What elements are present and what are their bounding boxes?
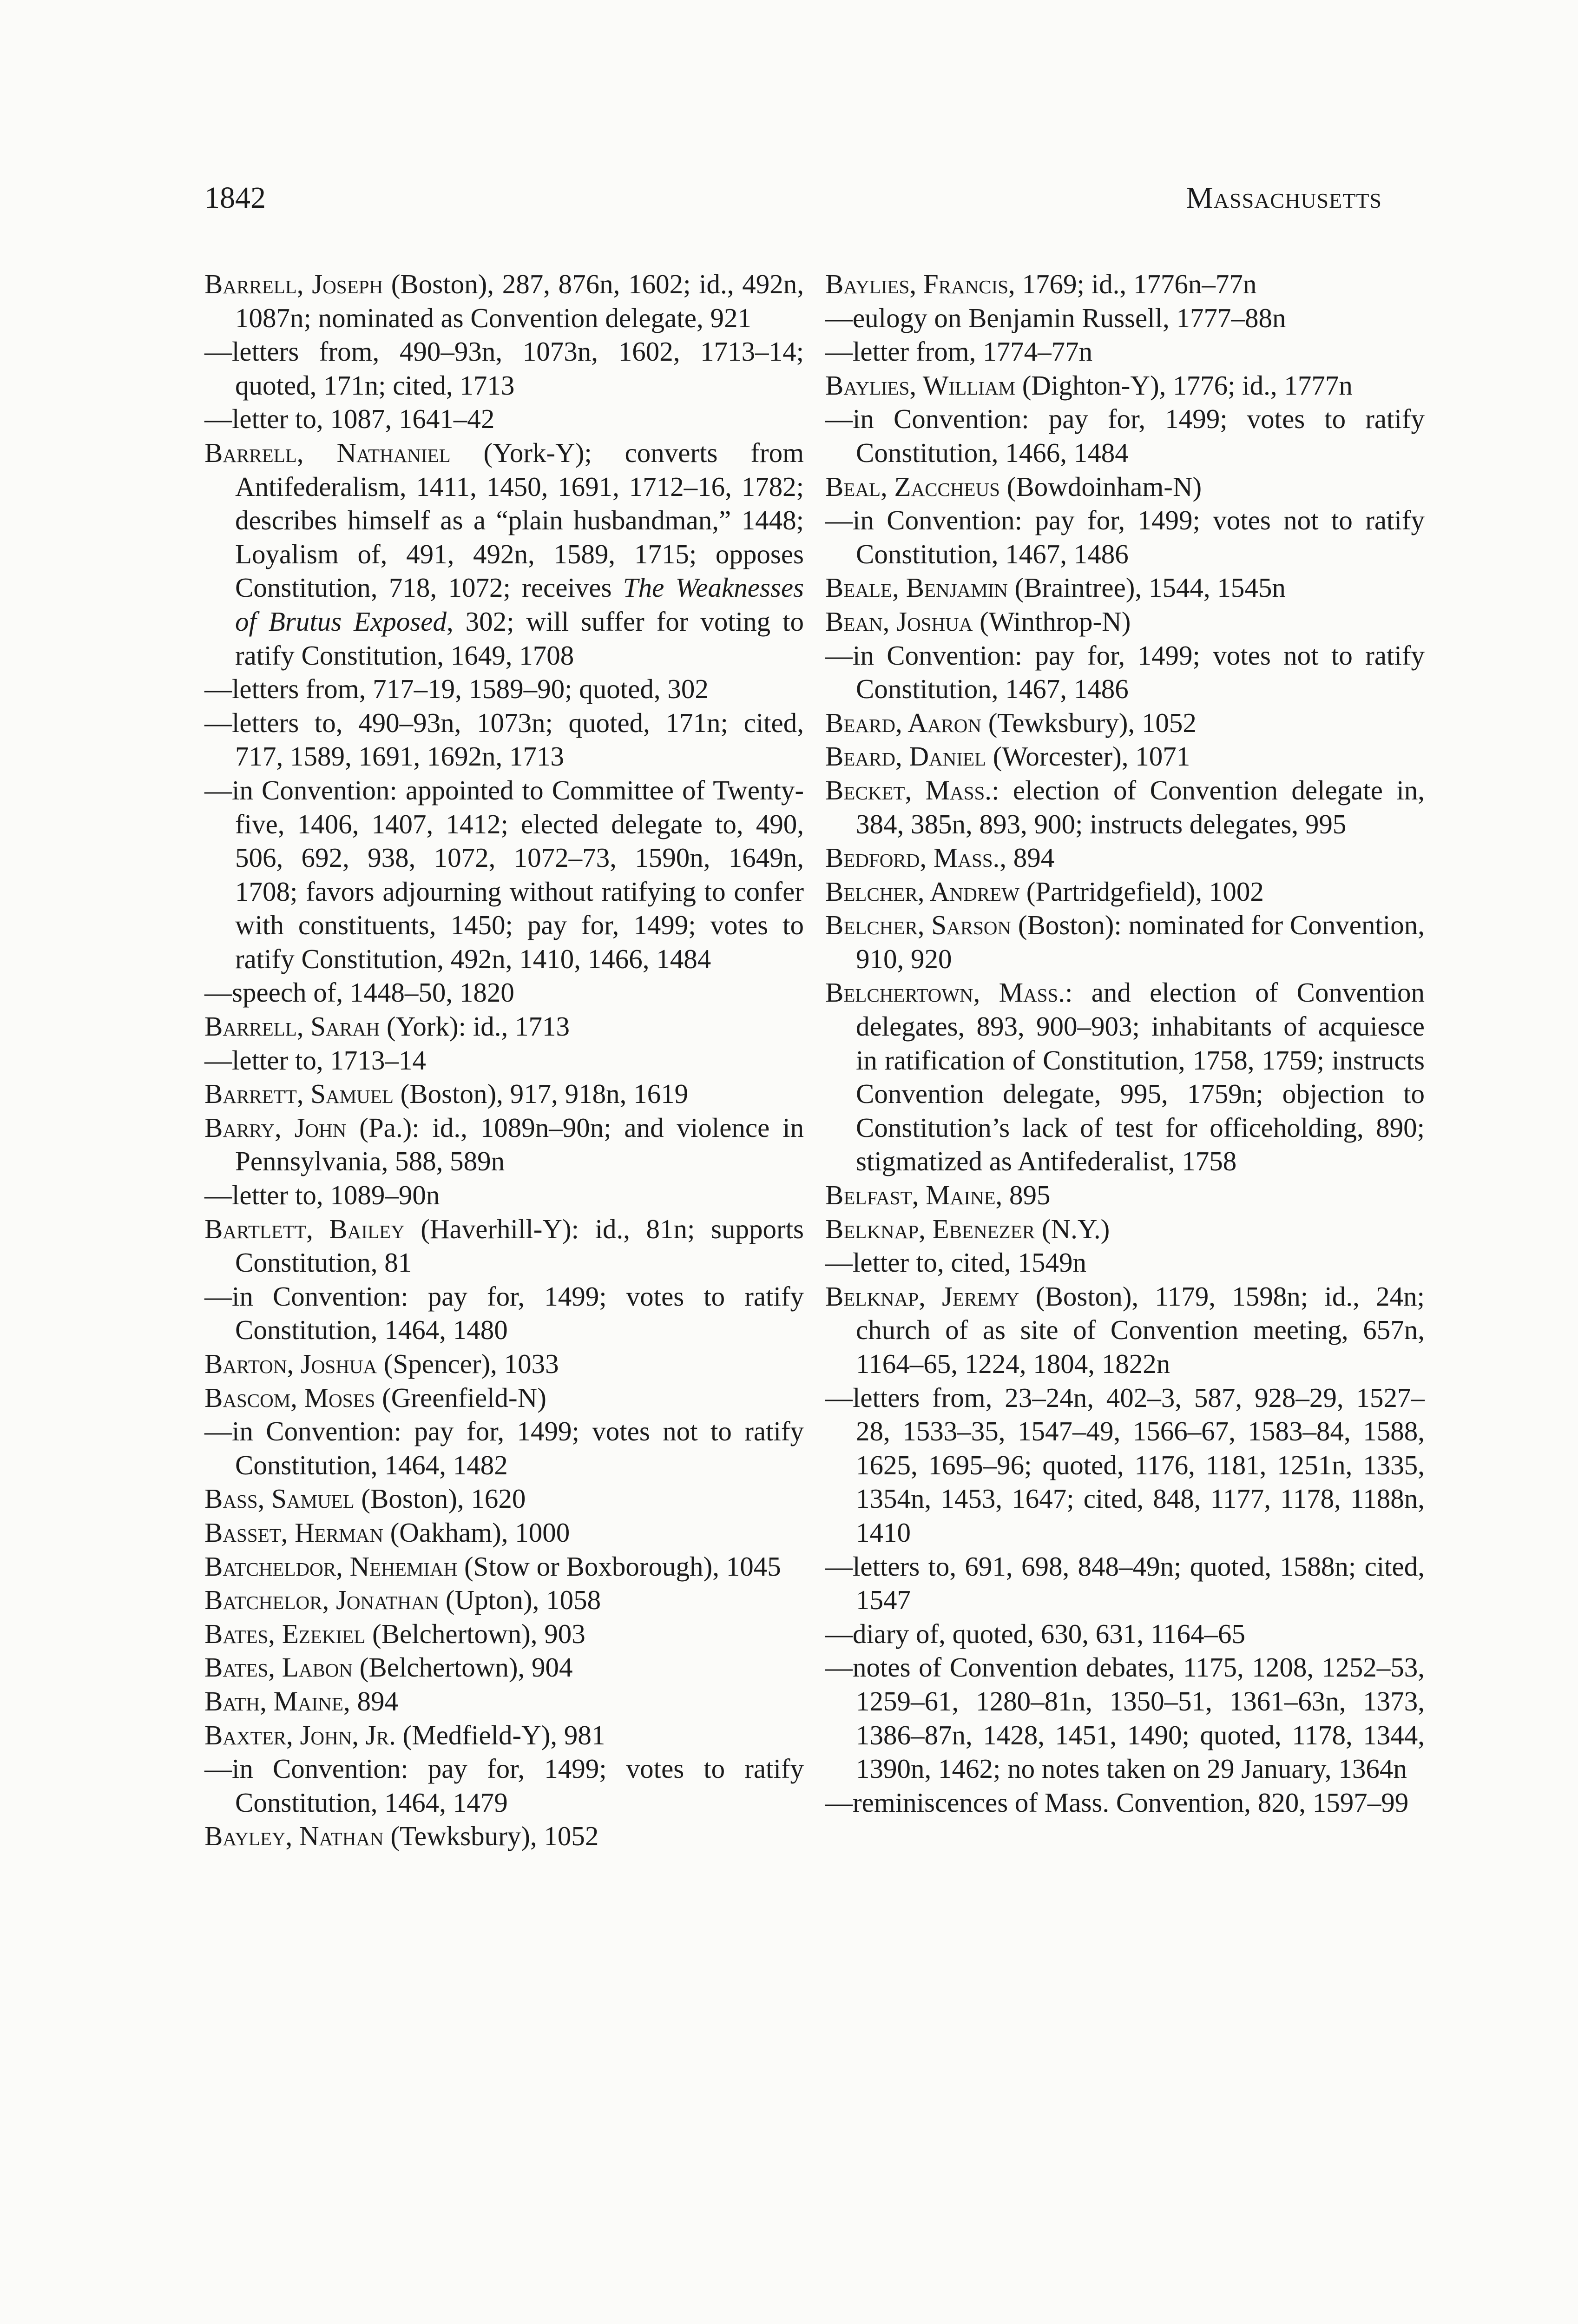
index-subentry: —letter to, cited, 1549n [825,1247,1086,1278]
index-subentry: —in Convention: pay for, 1499; votes to ratify Constitution, 1464, 1479 [204,1753,804,1818]
entry-text: (Stow or Boxborough), 1045 [457,1551,781,1582]
index-column-left [204,267,804,1853]
index-entry [204,1516,804,1550]
index-subentry: —letter from, 1774–77n [825,336,1093,367]
index-subentry: —reminiscences of Mass. Convention, 820, 1597–99 [825,1787,1409,1818]
entry-title-italic: The Weaknesses of Brutus Exposed [235,572,804,637]
entry-text: (Boston), 287, 876n, 1602; id., 492n, 1087n; nominated as Convention delegate, 921 [235,269,804,333]
index-entry [204,1819,804,1853]
entry-heading: Batchelor, Jonathan [204,1585,439,1616]
entry-text: (Partridgefield), 1002 [1019,876,1264,907]
entry-text: (Upton), 1058 [439,1585,601,1616]
index-entry [825,976,1425,1178]
entry-heading: Beal, Zaccheus [825,471,1000,502]
entry-text: (Belchertown), 903 [365,1618,585,1649]
entry-text: (Greenfield-N) [375,1382,546,1413]
entry-heading: Baylies, William [825,370,1015,401]
index-subentry: —speech of, 1448–50, 1820 [204,977,514,1008]
index-entry [204,1212,804,1280]
index-subentry: —in Convention: pay for, 1499; votes not to ratify Constitution, 1464, 1482 [204,1416,804,1480]
index-subentry: —in Convention: pay for, 1499; votes not to ratify Constitution, 1467, 1486 [825,505,1425,569]
entry-text: (Pa.): id., 1089n–90n; and violence in Pennsylvania, 588, 589n [235,1112,804,1177]
entry-text: : and election of Convention delegates, 893, 900–903; inhabitants of acquiesce in ratification of Constitution, 1758, 1759; instructs Convention delegate, 995, 1759n; objection to Constitution’s lack of test for officeholding, 890; stigmatized as Antifederalist, 1758 [856,977,1425,1177]
index-entry [204,267,804,335]
entry-text: (Oakham), 1000 [383,1517,570,1548]
index-subentry: —letters from, 490–93n, 1073n, 1602, 1713–14; quoted, 171n; cited, 1713 [204,336,804,401]
index-entry [825,470,1425,504]
index-subentry: —letter to, 1087, 1641–42 [204,403,495,435]
entry-text: (Tewksbury), 1052 [981,707,1197,738]
index-subentry: —letters from, 23–24n, 402–3, 587, 928–29, 1527–28, 1533–35, 1547–49, 1566–67, 1583–84, 1588, 1625, 1695–96; quoted, 1176, 1181, 1251n, 1335, 1354n, 1453, 1647; cited, 848, 1177, 1178, 1188n, 1410 [825,1382,1425,1548]
entry-heading: Bartlett, Bailey [204,1213,405,1244]
entry-text: (Boston), 917, 918n, 1619 [393,1078,689,1109]
index-subentry: —eulogy on Benjamin Russell, 1777–88n [825,302,1286,333]
entry-heading: Bayley, Nathan [204,1821,384,1852]
index-entry [204,436,804,672]
entry-heading: Bedford, Mass. [825,842,1000,873]
entry-heading: Baxter, John, Jr. [204,1719,396,1750]
entry-heading: Belcher, Sarson [825,910,1012,941]
index-column-right [825,267,1425,1819]
entry-text: , 895 [995,1180,1051,1211]
entry-heading: Belcher, Andrew [825,876,1019,907]
index-entry [825,875,1425,909]
entry-heading: Barrell, Sarah [204,1011,380,1042]
entry-heading: Beard, Aaron [825,707,981,738]
entry-heading: Bascom, Moses [204,1382,375,1413]
index-subentry: —in Convention: pay for, 1499; votes to ratify Constitution, 1466, 1484 [825,403,1425,468]
entry-heading: Barrett, Samuel [204,1078,394,1109]
index-subentry: —in Convention: pay for, 1499; votes to ratify Constitution, 1464, 1480 [204,1281,804,1346]
index-entry [825,571,1425,605]
index-entry [825,1280,1425,1381]
entry-text: (N.Y.) [1035,1213,1110,1244]
entry-text: (Bowdoinham-N) [999,471,1202,502]
index-entry [825,1212,1425,1246]
entry-text: (Dighton-Y), 1776; id., 1777n [1015,370,1353,401]
entry-text: (Boston): nominated for Convention, 910, 920 [856,910,1425,974]
index-entry [204,1550,804,1584]
index-subentry: —letters to, 490–93n, 1073n; quoted, 171n; cited, 717, 1589, 1691, 1692n, 1713 [204,707,804,772]
entry-text-after: , 302; will suffer for voting to ratify Constitution, 1649, 1708 [235,606,804,671]
index-subentry: —letter to, 1713–14 [204,1044,426,1076]
entry-heading: Bath, Maine [204,1685,343,1717]
index-entry [825,369,1425,403]
index-entry [204,1077,804,1111]
index-entry [825,841,1425,875]
index-entry [204,1583,804,1617]
entry-text: (Worcester), 1071 [986,741,1190,772]
entry-text: (Boston), 1179, 1598n; id., 24n; church of as site of Convention meeting, 657n, 1164–65, 1224, 1804, 1822n [856,1281,1425,1379]
entry-heading: Beard, Daniel [825,741,986,772]
running-title: Massachusetts [1186,181,1382,215]
index-entry [825,1178,1425,1212]
entry-heading: Barrell, Nathaniel [204,437,451,468]
index-entry [204,1684,804,1718]
index-subentry: —letters to, 691, 698, 848–49n; quoted, 1588n; cited, 1547 [825,1551,1425,1616]
entry-text: , 894 [343,1685,398,1717]
index-entry [204,1381,804,1415]
entry-heading: Bean, Joshua [825,606,973,637]
entry-heading: Batcheldor, Nehemiah [204,1551,458,1582]
entry-heading: Barton, Joshua [204,1348,377,1379]
index-subentry: —letter to, 1089–90n [204,1180,440,1211]
index-subentry: —in Convention: pay for, 1499; votes not to ratify Constitution, 1467, 1486 [825,640,1425,705]
entry-text: (Braintree), 1544, 1545n [1007,572,1286,603]
entry-text: (Belchertown), 904 [353,1652,573,1683]
index-entry [825,908,1425,976]
index-entry [204,1482,804,1516]
entry-text: (Winthrop-N) [973,606,1131,637]
index-subentry: —in Convention: appointed to Committee of Twenty-five, 1406, 1407, 1412; elected delegate to, 490, 506, 692, 938, 1072, 1072–73, 1590n, 1649n, 1708; favors adjourning without ratifying to confer with constituents, 1450; pay for, 1499; votes to ratify Constitution, 492n, 1410, 1466, 1484 [204,774,804,974]
entry-heading: Belchertown, Mass. [825,977,1065,1008]
entry-heading: Baylies, Francis [825,269,1009,299]
entry-heading: Barrell, Joseph [204,269,383,299]
index-entry [204,1010,804,1043]
index-entry [204,1347,804,1381]
index-subentry: —notes of Convention debates, 1175, 1208, 1252–53, 1259–61, 1280–81n, 1350–51, 1361–63n, 1373, 1386–87n, 1428, 1451, 1490; quoted, 1178, 1344, 1390n, 1462; no notes taken on 29 January, 1364n [825,1652,1425,1784]
entry-heading: Becket, Mass. [825,774,992,805]
page-header [204,180,1382,216]
index-entry [825,739,1425,773]
page-number: 1842 [204,181,266,215]
entry-heading: Belknap, Jeremy [825,1281,1019,1312]
entry-heading: Bates, Ezekiel [204,1618,366,1649]
index-entry [825,706,1425,740]
entry-text: (Tewksbury), 1052 [383,1821,599,1852]
index-entry [825,773,1425,841]
entry-text: (Medfield-Y), 981 [395,1719,605,1750]
entry-text: (Spencer), 1033 [377,1348,559,1379]
entry-heading: Belknap, Ebenezer [825,1213,1035,1244]
index-entry [204,1718,804,1752]
entry-heading: Bass, Samuel [204,1483,355,1514]
entry-text: (Boston), 1620 [354,1483,526,1514]
index-entry [204,1651,804,1684]
entry-heading: Basset, Herman [204,1517,383,1548]
entry-text: (Haverhill-Y): id., 81n; supports Constitution, 81 [235,1213,804,1278]
entry-heading: Belfast, Maine [825,1180,996,1211]
entry-text: , 894 [999,842,1055,873]
entry-text: : election of Convention delegate in, 384, 385n, 893, 900; instructs delegates, 995 [856,774,1425,839]
index-entry [825,267,1425,301]
index-entry [204,1617,804,1651]
index-entry [204,1111,804,1178]
entry-heading: Bates, Labon [204,1652,353,1683]
index-subentry: —diary of, quoted, 630, 631, 1164–65 [825,1618,1246,1649]
entry-text: , 1769; id., 1776n–77n [1008,269,1257,299]
entry-heading: Beale, Benjamin [825,572,1008,603]
index-entry [825,605,1425,639]
entry-heading: Barry, John [204,1112,347,1143]
entry-text: (York): id., 1713 [380,1011,570,1042]
index-subentry: —letters from, 717–19, 1589–90; quoted, 302 [204,673,709,705]
entry-text: (York-Y); converts from Antifederalism, 1411, 1450, 1691, 1712–16, 1782; describes himself as a “plain husbandman,” 1448; Loyalism of, 491, 492n, 1589, 1715; opposes Constitution, 718, 1072; receives [235,437,804,603]
